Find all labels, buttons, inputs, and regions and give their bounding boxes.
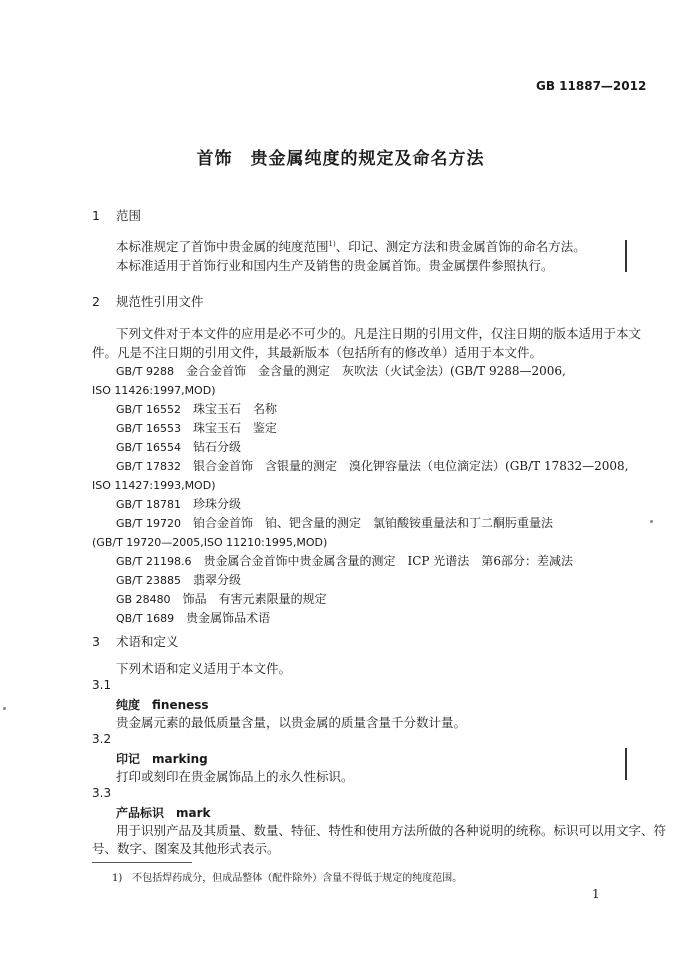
reference-code: GB/T 21198.6 — [116, 555, 192, 568]
footnote — [112, 869, 462, 884]
reference-item — [116, 609, 270, 628]
reference-code: GB/T 23885 — [116, 574, 181, 587]
section-2-heading — [92, 292, 204, 310]
reference-code: GB/T 16552 — [116, 403, 181, 416]
term-number: 3.2 — [92, 732, 112, 746]
reference-item — [116, 571, 241, 590]
reference-continuation: ISO 11426:1997,MOD) — [92, 384, 216, 397]
section-title: 规范性引用文件 — [116, 294, 204, 309]
term-definition: 贵金属元素的最低质量含量，以贵金属的质量含量千分数计量。 — [116, 715, 467, 730]
standard-code: GB 11887—2012 — [536, 79, 647, 93]
reference-title: 珠宝玉石 鉴定 — [193, 421, 278, 435]
reference-item — [116, 552, 573, 571]
footnote-separator — [92, 862, 192, 863]
footnote-text: 不包括焊药成分，但成品整体（配件除外）含量不得低于规定的纯度范围。 — [132, 873, 463, 884]
reference-code: GB/T 9288 — [116, 365, 174, 378]
reference-item — [116, 419, 277, 438]
margin-change-bar — [625, 748, 627, 780]
reference-title: 铂合金首饰 铂、钯含量的测定 氯铂酸铵重量法和丁二酮肟重量法 — [193, 516, 554, 530]
section-number: 2 — [92, 294, 100, 309]
reference-title: 饰品 有害元素限量的规定 — [182, 592, 327, 606]
reference-code: GB/T 17832 — [116, 460, 181, 473]
section-2-intro-line-1: 下列文件对于本文件的应用是必不可少的。凡是注日期的引用文件，仅注日期的版本适用于本文 — [116, 326, 642, 341]
term-heading: 印记 marking — [116, 752, 208, 766]
reference-item — [116, 438, 241, 457]
section-1-heading — [92, 206, 141, 224]
scan-dot — [3, 707, 6, 710]
reference-code: GB/T 16554 — [116, 441, 181, 454]
reference-continuation: (GB/T 19720—2005,ISO 11210:1995,MOD) — [92, 536, 328, 549]
reference-code: GB/T 19720 — [116, 517, 181, 530]
term-number: 3.3 — [92, 786, 112, 800]
reference-item — [116, 514, 553, 533]
section-1-paragraph-2: 本标准适用于首饰行业和国内生产及销售的贵金属首饰。贵金属摆件参照执行。 — [116, 258, 554, 273]
term-definition: 用于识别产品及其质量、数量、特征、特性和使用方法所做的各种说明的统称。标识可以用文字、符 — [116, 823, 667, 838]
reference-title: 珍珠分级 — [193, 497, 242, 511]
term-heading: 产品标识 mark — [116, 806, 211, 820]
term-heading: 纯度 fineness — [116, 698, 209, 712]
reference-continuation: ISO 11427:1993,MOD) — [92, 479, 216, 492]
reference-code: GB 28480 — [116, 593, 171, 606]
document-title: 首饰 贵金属纯度的规定及命名方法 — [196, 149, 485, 169]
margin-change-bar — [625, 240, 627, 272]
section-2-intro-line-2: 件。凡是不注日期的引用文件，其最新版本（包括所有的修改单）适用于本文件。 — [92, 345, 543, 360]
term-definition: 打印或刻印在贵金属饰品上的永久性标识。 — [116, 769, 354, 784]
reference-title: 钻石分级 — [193, 440, 242, 454]
section-3-intro: 下列术语和定义适用于本文件。 — [116, 661, 292, 676]
page-number: 1 — [592, 887, 600, 901]
reference-code: QB/T 1689 — [116, 612, 175, 625]
reference-title: 贵金属饰品术语 — [186, 611, 271, 625]
scan-dot — [650, 520, 653, 523]
section-number: 3 — [92, 634, 100, 649]
reference-item — [116, 495, 241, 514]
reference-code: GB/T 16553 — [116, 422, 181, 435]
reference-code: GB/T 18781 — [116, 498, 181, 511]
reference-item — [116, 457, 629, 476]
term-number: 3.1 — [92, 678, 112, 692]
reference-title: 珠宝玉石 名称 — [193, 402, 278, 416]
reference-title: 翡翠分级 — [193, 573, 242, 587]
reference-title: 银合金首饰 含银量的测定 溴化钾容量法（电位滴定法）(GB/T 17832—2008, — [193, 459, 629, 473]
term-definition-continuation: 号、数字、图案及其他形式表示。 — [92, 841, 280, 856]
reference-title: 贵金属合金首饰中贵金属含量的测定 ICP 光谱法 第6部分：差减法 — [203, 554, 573, 568]
footnote-ref: 1) — [328, 240, 336, 248]
reference-item — [116, 400, 277, 419]
section-title: 范围 — [116, 208, 142, 223]
section-3-heading — [92, 632, 179, 650]
footnote-marker: 1) — [112, 873, 123, 884]
reference-item — [116, 590, 327, 609]
reference-title: 金合金首饰 金含量的测定 灰吹法（火试金法）(GB/T 9288—2006, — [186, 364, 566, 378]
reference-item — [116, 362, 566, 381]
section-number: 1 — [92, 208, 100, 223]
section-title: 术语和定义 — [116, 634, 179, 649]
section-1-paragraph-1: 本标准规定了首饰中贵金属的纯度范围$^{1)}$、印记、测定方法和贵金属首饰的命名方法。 — [116, 239, 586, 255]
